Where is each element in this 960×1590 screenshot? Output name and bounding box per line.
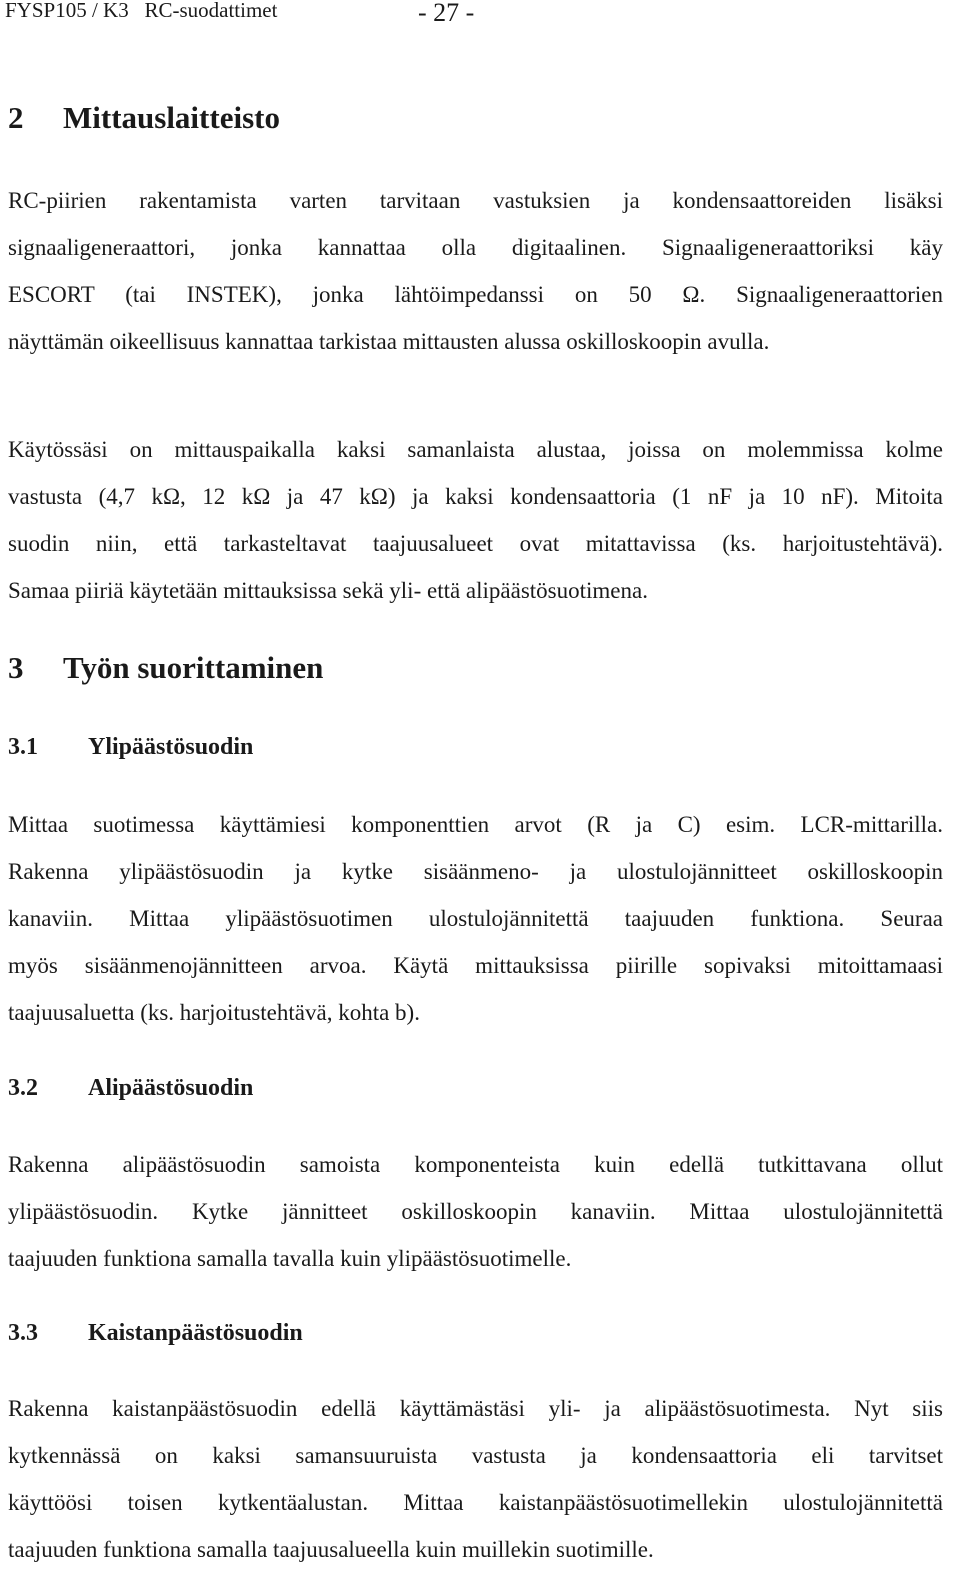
text-line: Rakenna kaistanpäästösuodin edellä käyttämästäsi yli- ja alipäästösuotimesta. Nyt siis: [8, 1396, 943, 1421]
paragraph-boards: [8, 426, 943, 614]
page-number: - 27 -: [418, 0, 475, 27]
running-header: FYSP105 / K3 RC-suodattimet: [5, 0, 278, 22]
subsection-title: Alipäästösuodin: [88, 1075, 254, 1101]
text-line: RC-piirien rakentamista varten tarvitaan vastuksien ja kondensaattoreiden lisäksi: [8, 188, 943, 213]
section-title: Työn suorittaminen: [63, 650, 324, 685]
paragraph-equipment: [8, 177, 943, 365]
subsection-heading-3-1: [8, 734, 253, 761]
text-line: ESCORT (tai INSTEK), jonka lähtöimpedanssi on 50 Ω. Signaaligeneraattorien: [8, 282, 943, 307]
subsection-number: 3.1: [8, 734, 38, 760]
subsection-title: Ylipäästösuodin: [88, 734, 254, 760]
text-line: taajuuden funktiona samalla tavalla kuin ylipäästösuotimelle.: [8, 1246, 572, 1271]
text-line: suodin niin, että tarkasteltavat taajuusalueet ovat mitattavissa (ks. harjoitustehtävä).: [8, 531, 943, 556]
section-heading-3: [8, 650, 323, 686]
paragraph-highpass: [8, 801, 943, 1036]
paragraph-bandpass: [8, 1385, 943, 1573]
section-title: Mittauslaitteisto: [63, 100, 280, 135]
text-line: kanaviin. Mittaa ylipäästösuotimen ulostulojännitettä taajuuden funktiona. Seuraa: [8, 906, 943, 931]
section-number: 3: [8, 650, 24, 685]
text-line: näyttämän oikeellisuus kannattaa tarkistaa mittausten alussa oskilloskoopin avulla.: [8, 329, 770, 354]
section-heading-2: [8, 100, 280, 136]
text-line: Samaa piiriä käytetään mittauksissa sekä yli- että alipäästösuotimena.: [8, 578, 648, 603]
section-number: 2: [8, 100, 24, 135]
text-line: Rakenna ylipäästösuodin ja kytke sisäänmeno- ja ulostulojännitteet oskilloskoopin: [8, 859, 943, 884]
text-line: signaaligeneraattori, jonka kannattaa olla digitaalinen. Signaaligeneraattoriksi käy: [8, 235, 943, 260]
text-line: taajuusaluetta (ks. harjoitustehtävä, kohta b).: [8, 1000, 420, 1025]
text-line: ylipäästösuodin. Kytke jännitteet oskilloskoopin kanaviin. Mittaa ulostulojännitettä: [8, 1199, 943, 1224]
text-line: vastusta (4,7 kΩ, 12 kΩ ja 47 kΩ) ja kaksi kondensaattoria (1 nF ja 10 nF). Mitoita: [8, 484, 943, 509]
subsection-heading-3-3: [8, 1320, 303, 1347]
text-line: Mittaa suotimessa käyttämiesi komponenttien arvot (R ja C) esim. LCR-mittarilla.: [8, 812, 943, 837]
text-line: kytkennässä on kaksi samansuuruista vastusta ja kondensaattoria eli tarvitset: [8, 1443, 943, 1468]
subsection-title: Kaistanpäästösuodin: [88, 1320, 303, 1346]
text-line: Käytössäsi on mittauspaikalla kaksi samanlaista alustaa, joissa on molemmissa kolme: [8, 437, 943, 462]
subsection-number: 3.3: [8, 1320, 38, 1346]
subsection-number: 3.2: [8, 1075, 38, 1101]
paragraph-lowpass: [8, 1141, 943, 1282]
text-line: käyttöösi toisen kytkentäalustan. Mittaa kaistanpäästösuotimellekin ulostulojännitettä: [8, 1490, 943, 1515]
text-line: myös sisäänmenojännitteen arvoa. Käytä mittauksissa piirille sopivaksi mitoittamaasi: [8, 953, 943, 978]
subsection-heading-3-2: [8, 1075, 253, 1102]
text-line: taajuuden funktiona samalla taajuusalueella kuin muillekin suotimille.: [8, 1537, 654, 1562]
text-line: Rakenna alipäästösuodin samoista komponenteista kuin edellä tutkittavana ollut: [8, 1152, 943, 1177]
